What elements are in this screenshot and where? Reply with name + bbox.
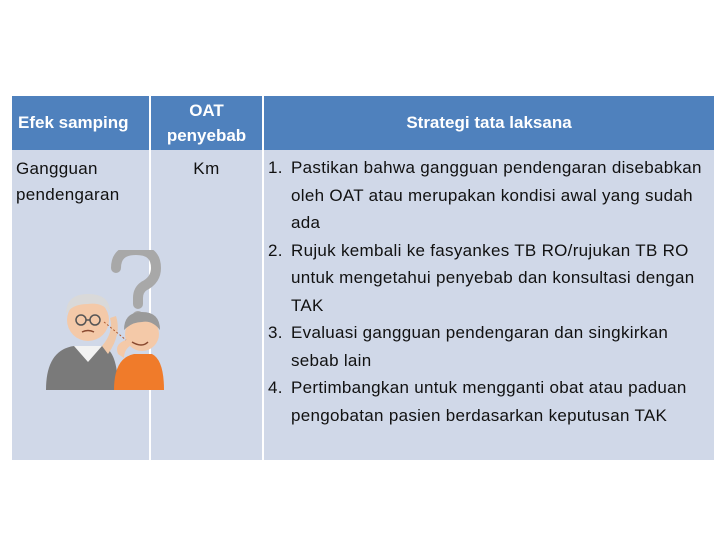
effect-line1: Gangguan xyxy=(16,159,98,178)
strategy-item xyxy=(264,319,708,374)
strategy-number: 2. xyxy=(268,240,283,260)
cell-strategy xyxy=(263,150,714,460)
header-oat-line2: penyebab xyxy=(166,126,247,145)
strategy-text: Pastikan bahwa gangguan pendengaran disebabkan oleh OAT atau merupakan kondisi awal yang sudah ada xyxy=(291,158,702,232)
strategy-text: Rujuk kembali ke fasyankes TB RO/rujukan TB RO untuk mengetahui penyebab dan konsultasi dengan TAK xyxy=(291,240,695,315)
effect-line2: pendengaran xyxy=(16,185,120,204)
strategy-number: 3. xyxy=(268,323,283,342)
header-effect: Efek samping xyxy=(12,96,150,150)
strategy-item xyxy=(264,374,708,429)
table-row xyxy=(12,150,714,460)
side-effects-table xyxy=(12,96,714,460)
header-strategy: Strategi tata laksana xyxy=(263,96,714,150)
table-header-row xyxy=(12,96,714,150)
header-oat-line1: OAT xyxy=(189,101,224,120)
strategy-item xyxy=(264,154,708,237)
strategy-number: 4. xyxy=(268,378,283,397)
hearing-loss-couple-icon xyxy=(44,250,164,390)
cell-effect xyxy=(12,150,150,460)
man-figure xyxy=(46,294,118,390)
header-oat xyxy=(150,96,263,150)
strategy-list xyxy=(264,150,714,429)
strategy-item xyxy=(264,237,708,320)
strategy-number: 1. xyxy=(268,158,283,177)
cell-oat: Km xyxy=(150,150,263,460)
strategy-text: Pertimbangkan untuk mengganti obat atau paduan pengobatan pasien berdasarkan keputusan TAK xyxy=(291,378,687,425)
strategy-text: Evaluasi gangguan pendengaran dan singkirkan sebab lain xyxy=(291,323,669,370)
